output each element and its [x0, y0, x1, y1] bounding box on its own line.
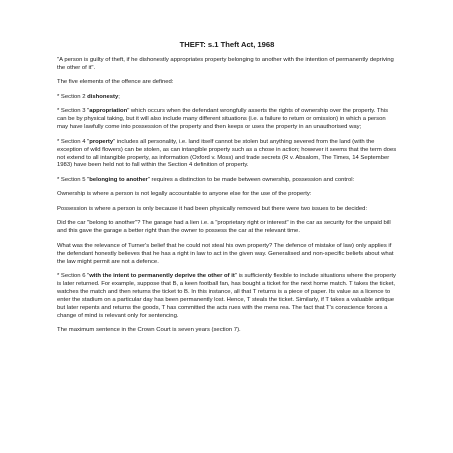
- turner-paragraph: What was the relevance of Turner's belief that he could not steal his own property? The defence of mistake of law) only applies if the defendant honestly believes that he has a right in law to act in the given way. Generalised and non-specific beliefs about what the law might permit are not a defence.: [57, 242, 394, 265]
- section-4-rest: " includes all personality, i.e. land itself cannot be stolen but anything severed from the land (with the exception of wild flowers) can be stolen, as can intangible property such as a chose in action; however it seems that the term does not extend to all intangible property, as information (Oxford v. Moss) and trade secrets (R v. Absalom, The Times, 14 September 1983) have been held not to fall within the Section 4 definition of property.: [57, 138, 397, 169]
- section-3-paragraph: [57, 108, 397, 132]
- section-6-prefix: * Section 6 ": [57, 273, 90, 280]
- section-2-term: dishonesty: [87, 93, 119, 100]
- car-question-paragraph: Did the car "belong to another"? The garage had a lien i.e. a "proprietary right or interest" in the car as security for the unpaid bill and this gave the garage a better right than the owner to possess the car at the relevant time.: [57, 220, 391, 235]
- theft-definition-quote: "A person is guilty of theft, if he dishonestly appropriates property belonging to another with the intention of permanently depriving the other of it".: [57, 57, 394, 71]
- sentence-paragraph: The maximum sentence in the Crown Court is seven years (section 7).: [57, 327, 241, 334]
- section-5-prefix: * Section 5 ": [57, 176, 90, 183]
- section-6-term: with the intent to permanently deprive the other of it: [89, 273, 235, 280]
- section-4-term: property: [89, 138, 114, 145]
- document-title: THEFT: s.1 Theft Act, 1968: [179, 40, 275, 49]
- section-5-term: belonging to another: [89, 176, 148, 183]
- section-4-prefix: * Section 4 ": [57, 138, 90, 145]
- section-2-paragraph: [57, 94, 397, 102]
- section-5-paragraph: [57, 177, 397, 185]
- section-4-paragraph: [57, 139, 397, 171]
- section-5-rest: " requires a distinction to be made between ownership, possession and control:: [147, 176, 355, 183]
- section-6-rest: " is sufficiently flexible to include situations where the property is later returned. For example, suppose that B, a keen football fan, has bought a ticket for the next home match. T takes the ticket, watches the match and then returns the ticket to B. In this instance, all that T returns is a piece of paper. Its value as a licence to enter the stadium on a particular day has been permanently lost. Hence, T steals the ticket. Similarly, if T takes a valuable antique but later repents and returns the goods, T has committed the acts rues with the mens rea. The fact that T's conscience forces a change of mind is relevant only for sentencing.: [57, 273, 396, 319]
- section-3-rest: " which occurs when the defendant wrongfully asserts the rights of ownership over the property. This can be by physical taking, but it will also include many different situations (i.e. a failure to return or omission) in which a person may have lawfully come into possession of the property and then keeps or uses the property in an unauthorised way;: [57, 108, 389, 131]
- ownership-paragraph: Ownership is where a person is not legally accountable to anyone else for the use of the property:: [57, 191, 312, 198]
- possession-paragraph: Possession is where a person is only because it had been physically removed but there were two issues to be decided:: [57, 205, 368, 212]
- section-3-prefix: * Section 3 ": [57, 108, 90, 115]
- section-2-prefix: * Section 2: [57, 93, 88, 100]
- section-6-paragraph: [57, 273, 397, 320]
- elements-heading: The five elements of the offence are defined:: [57, 79, 174, 86]
- section-3-term: appropriation: [89, 108, 128, 115]
- section-2-rest: ;: [118, 93, 120, 100]
